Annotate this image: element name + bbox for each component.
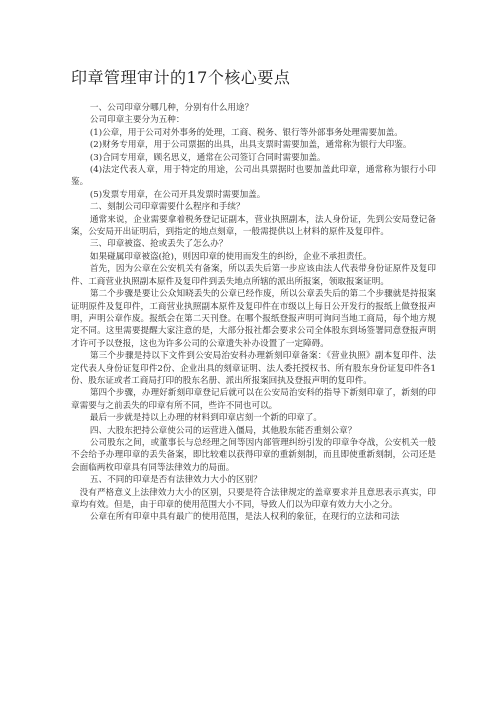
paragraph: 公章在所有印章中具有最广的使用范围，是法人权利的象征，在现行的立法和司法 [89,512,400,523]
paragraph: (5)发票专用章，在公司开具发票时需要加盖。 [89,189,266,200]
paragraph: 公司股东之间，或董事长与总经理之间等因内部管理纠纷引发的印章争夺战，公安机关一般不会给予办理印章的丢失备案，即比较难以获得印章的重新刻制，而且即使重新刻制，公司还是会面临两枚印章具有同等法律效力的局面。 [71,437,436,473]
document-body [71,102,436,524]
paragraph: 五、不同的印章是否有法律效力大小的区别？ [89,475,262,486]
paragraph: 如果碰属印章被盗(抢)，则因印章的使用而发生的纠纷，企业不承担责任。 [89,251,372,262]
paragraph: 第四个步骤，办理好新刻印章登记后就可以在公安局治安科的指导下新刻印章了，新刻的印章需要与之前丢失的印章有所不同，些许不同也可以。 [71,388,436,411]
paragraph: (3)合同专用章，顾名思义，通常在公司签订合同时需要加盖。 [89,152,326,163]
paragraph: (1)公章，用于公司对外事务的处理，工商、税务、银行等外部事务处理需要加盖。 [89,127,403,138]
paragraph: 公司印章主要分为五种： [89,115,185,126]
paragraph: 最后一步就是持以上办理的材料到印章店刻一个新的印章了。 [89,413,322,424]
paragraph: 四、大股东把持公章使公司的运营进入僵局，其他股东能否重刻公章？ [89,425,357,436]
paragraph: (4)法定代表人章，用于特定的用途，公司出具票据时也要加盖此印章，通常称为银行小印鉴。 [71,165,436,188]
paragraph: 二、刻制公司印章需要什么程序和手续？ [89,202,245,213]
paragraph: 三、印章被盗、抢或丢失了怎么办？ [89,239,228,250]
paragraph: 没有严格意义上法律效力大小的区别，只要是符合法律规定的盖章要求并且意思表示真实，印章均有效。但是，由于印章的使用范围大小不同，导致人们以为印章有效力大小之分。 [71,487,436,510]
paragraph: 第二个步骤是要让公众知晓丢失的公章已经作废，所以公章丢失后的第二个步骤就是持报案证明原件及复印件，工商营业执照副本原件及复印件在市级以上每日公开发行的报纸上做登报声明，声明公章作废。报纸会在第二天刊登。在哪个报纸登报声明可询问当地工商局，每个地方规定不同。这里需要提醒大家注意的是，大部分报社都会要求公司全体股东到场签署同意登报声明才许可予以登报，这也为许多公司的公章遗失补办设置了一定障碍。 [71,289,436,349]
document-title: 印章管理审计的17个核心要点 [71,68,291,87]
paragraph: 一、公司印章分哪几种，分别有什么用途？ [89,103,254,113]
paragraph: 第三个步骤是持以下文件到公安局治安科办理新刻印章备案：《营业执照》副本复印件、法定代表人身份证复印件2份、企业出具的刻章证明、法人委托授权书、所有股东身份证复印件各1份、股东证或者工商局打印的股东名册、派出所报案回执及登报声明的复印件。 [71,351,436,386]
paragraph: (2)财务专用章，用于公司票据的出具，出具支票时需要加盖，通常称为银行大印鉴。 [89,140,412,151]
paragraph: 首先，因为公章在公安机关有备案，所以丢失后第一步应该由法人代表带身份证原件及复印件、工商营业执照副本原件及复印件到丢失地点所辖的派出所报案，领取报案证明。 [71,264,436,287]
paragraph: 通常来说，企业需要拿着税务登记证副本，营业执照副本，法人身份证，先到公安局登记备案，公安局开出证明后，到指定的地点刻章，一般需提供以上材料的原件及复印件。 [71,214,436,238]
